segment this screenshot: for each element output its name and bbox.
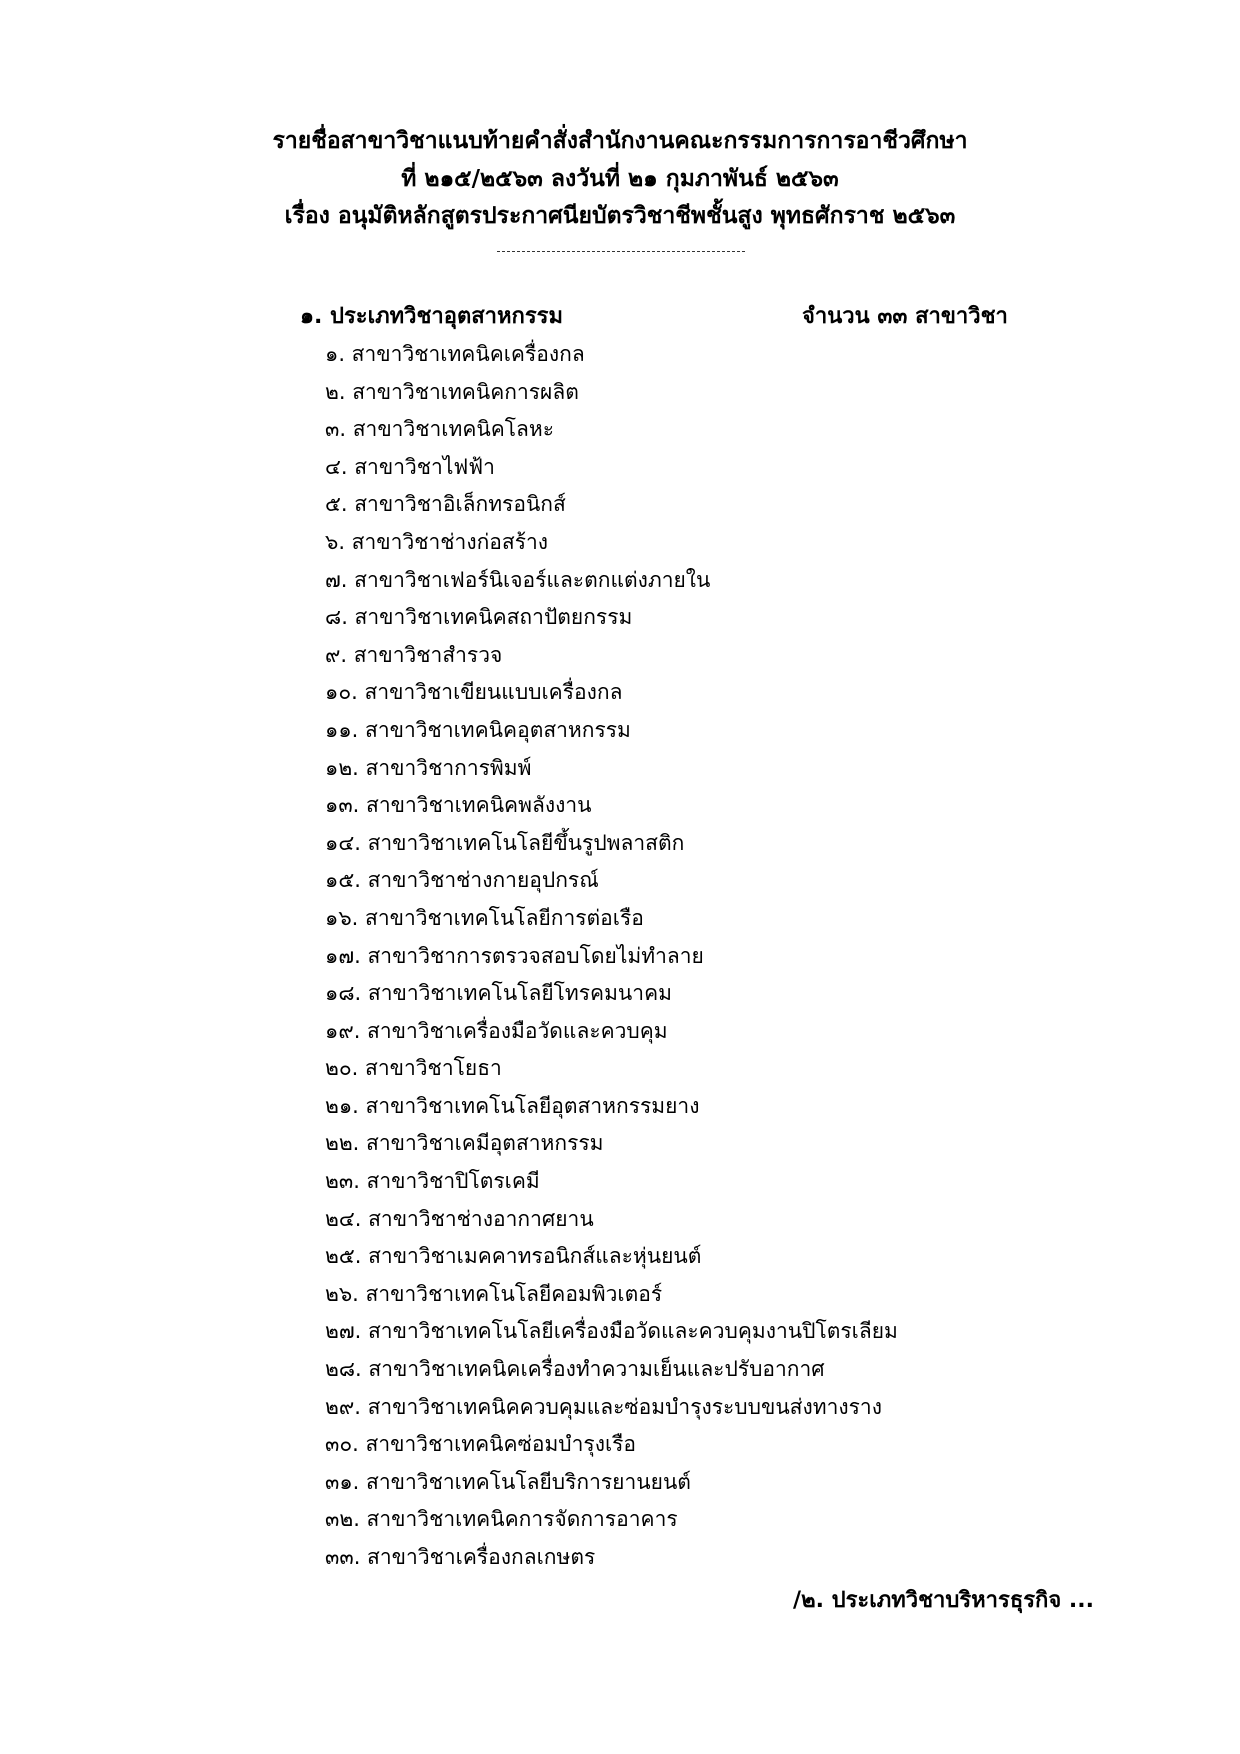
list-item: ๒๕. สาขาวิชาเมคคาทรอนิกส์และหุ่นยนต์ xyxy=(325,1244,702,1269)
list-item: ๘. สาขาวิชาเทคนิคสถาปัตยกรรม xyxy=(325,605,633,630)
list-item: ๒๑. สาขาวิชาเทคโนโลยีอุตสาหกรรมยาง xyxy=(325,1093,700,1118)
dashed-divider xyxy=(497,251,745,252)
list-item: ๗. สาขาวิชาเฟอร์นิเจอร์และตกแต่งภายใน xyxy=(325,567,711,592)
list-item: ๑๖. สาขาวิชาเทคโนโลยีการต่อเรือ xyxy=(325,905,644,930)
subject-line: เรื่อง อนุมัติหลักสูตรประกาศนียบัตรวิชาชีพชั้นสูง พุทธศักราช ๒๕๖๓ xyxy=(284,203,956,229)
list-item: ๒๓. สาขาวิชาปิโตรเคมี xyxy=(325,1169,540,1194)
list-item: ๒๔. สาขาวิชาช่างอากาศยาน xyxy=(325,1206,594,1231)
list-item: ๑๘. สาขาวิชาเทคโนโลยีโทรคมนาคม xyxy=(325,981,672,1006)
list-item: ๒. สาขาวิชาเทคนิคการผลิต xyxy=(325,379,579,404)
continuation-note: /๒. ประเภทวิชาบริหารธุรกิจ ... xyxy=(793,1588,1094,1613)
list-item: ๑๕. สาขาวิชาช่างกายอุปกรณ์ xyxy=(325,868,599,893)
section-title: ๑. ประเภทวิชาอุตสาหกรรม xyxy=(300,304,563,329)
list-item: ๑. สาขาวิชาเทคนิคเครื่องกล xyxy=(325,342,585,366)
list-item: ๖. สาขาวิชาช่างก่อสร้าง xyxy=(325,529,549,554)
list-item: ๓๑. สาขาวิชาเทคโนโลยีบริการยานยนต์ xyxy=(325,1469,691,1494)
list-item: ๒๖. สาขาวิชาเทคโนโลยีคอมพิวเตอร์ xyxy=(325,1281,663,1306)
list-item: ๒๒. สาขาวิชาเคมีอุตสาหกรรม xyxy=(325,1131,604,1156)
list-item: ๑๐. สาขาวิชาเขียนแบบเครื่องกล xyxy=(325,680,623,705)
list-item: ๑๗. สาขาวิชาการตรวจสอบโดยไม่ทำลาย xyxy=(325,943,704,968)
section-count: จำนวน ๓๓ สาขาวิชา xyxy=(802,304,1008,329)
list-item: ๔. สาขาวิชาไฟฟ้า xyxy=(325,454,495,479)
list-item: ๑๙. สาขาวิชาเครื่องมือวัดและควบคุม xyxy=(325,1018,668,1043)
list-item: ๑๑. สาขาวิชาเทคนิคอุตสาหกรรม xyxy=(325,717,631,742)
list-item: ๒๐. สาขาวิชาโยธา xyxy=(325,1056,502,1081)
list-item: ๑๓. สาขาวิชาเทคนิคพลังงาน xyxy=(325,793,592,818)
document-title: รายชื่อสาขาวิชาแนบท้ายคำสั่งสำนักงานคณะกรรมการการอาชีวศึกษา xyxy=(272,128,968,154)
list-item: ๒๙. สาขาวิชาเทคนิคควบคุมและซ่อมบำรุงระบบขนส่งทางราง xyxy=(325,1394,882,1419)
list-item: ๓๓. สาขาวิชาเครื่องกลเกษตร xyxy=(325,1545,596,1569)
list-item: ๓๒. สาขาวิชาเทคนิคการจัดการอาคาร xyxy=(325,1507,678,1532)
program-list xyxy=(325,337,898,1578)
list-item: ๒๗. สาขาวิชาเทคโนโลยีเครื่องมือวัดและควบคุมงานปิโตรเลียม xyxy=(325,1319,898,1344)
list-item: ๑๒. สาขาวิชาการพิมพ์ xyxy=(325,755,532,780)
list-item: ๒๘. สาขาวิชาเทคนิคเครื่องทำความเย็นและปรับอากาศ xyxy=(325,1357,825,1382)
list-item: ๙. สาขาวิชาสำรวจ xyxy=(325,642,503,667)
order-reference: ที่ ๒๑๕/๒๕๖๓ ลงวันที่ ๒๑ กุมภาพันธ์ ๒๕๖๓ xyxy=(401,166,839,192)
list-item: ๑๔. สาขาวิชาเทคโนโลยีขึ้นรูปพลาสติก xyxy=(325,830,685,855)
list-item: ๓๐. สาขาวิชาเทคนิคซ่อมบำรุงเรือ xyxy=(325,1432,637,1457)
list-item: ๓. สาขาวิชาเทคนิคโลหะ xyxy=(325,417,555,442)
list-item: ๕. สาขาวิชาอิเล็กทรอนิกส์ xyxy=(325,492,566,517)
